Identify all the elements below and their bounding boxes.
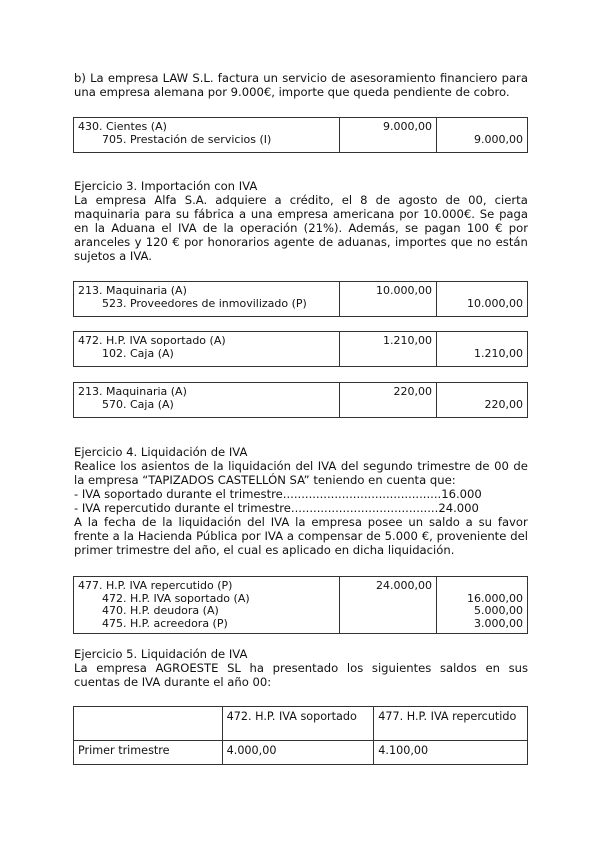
ej3-line-1: La empresa Alfa S.A. adquiere a crédito, el 8 de agosto de 00, cierta	[74, 193, 528, 207]
table-cell-period: Primer trimestre	[74, 741, 223, 765]
entry-2-credit-account: 523. Proveedores de inmovilizado (P)	[102, 296, 307, 310]
ejercicio-4-title: Ejercicio 4. Liquidación de IVA	[74, 445, 248, 459]
entry-4-accounts	[74, 383, 340, 417]
ej5-line-1: La empresa AGROESTE SL ha presentado los siguientes saldos en sus	[74, 661, 528, 675]
section-b-line-1: b) La empresa LAW S.L. factura un servicio de asesoramiento financiero para	[74, 71, 528, 85]
entry-2-debit-amount: 10.000,00	[376, 284, 432, 297]
entry-1-debit-amount: 9.000,00	[383, 120, 432, 133]
entry-5-credit-amount-3: 3.000,00	[474, 616, 523, 630]
entry-5-credit-amount-2: 5.000,00	[474, 604, 523, 617]
entry-4-debit-amount: 220,00	[393, 385, 432, 398]
section-b-text	[74, 71, 528, 99]
ej3-line-5: sujetos a IVA.	[74, 249, 152, 263]
ejercicio-3-title: Ejercicio 3. Importación con IVA	[74, 179, 258, 193]
saldos-iva-table	[73, 706, 528, 765]
entry-5-credit-amount-1: 16.000,00	[467, 591, 523, 605]
journal-entry-2	[73, 281, 528, 317]
entry-4-credit-amount: 220,00	[484, 397, 523, 411]
entry-3-debit-column	[340, 332, 437, 366]
entry-5-debit-column	[340, 577, 437, 633]
ej4-item-repercutido: - IVA repercutido durante el trimestre ........................................ 24.000	[74, 501, 479, 515]
entry-3-credit-column	[437, 332, 527, 366]
entry-4-credit-account: 570. Caja (A)	[102, 397, 174, 411]
table-cell-repercutido: 4.100,00	[374, 741, 528, 765]
entry-3-debit-amount: 1.210,00	[383, 334, 432, 347]
journal-entry-3	[73, 331, 528, 367]
entry-5-credit-account-2: 470. H.P. deudora (A)	[102, 604, 219, 617]
table-header-repercutido: 477. H.P. IVA repercutido	[374, 707, 528, 741]
journal-entry-4	[73, 382, 528, 418]
entry-2-debit-account: 213. Maquinaria (A)	[78, 284, 187, 297]
entry-3-accounts	[74, 332, 340, 366]
entry-2-credit-amount: 10.000,00	[467, 296, 523, 310]
ejercicio-5-title: Ejercicio 5. Liquidación de IVA	[74, 647, 248, 661]
entry-3-debit-account: 472. H.P. IVA soportado (A)	[78, 334, 226, 347]
ej4-after-line-2: frente a la Hacienda Pública por IVA a compensar de 5.000 €, proveniente del	[74, 529, 528, 543]
entry-3-credit-amount: 1.210,00	[474, 346, 523, 360]
entry-5-accounts	[74, 577, 340, 633]
entry-5-credit-account-1: 472. H.P. IVA soportado (A)	[102, 591, 250, 605]
entry-4-debit-column	[340, 383, 437, 417]
entry-5-debit-amount: 24.000,00	[376, 579, 432, 592]
ej4-after-line-3: primer trimestre del año, el cual es aplicado en dicha liquidación.	[74, 543, 455, 557]
ej4-line-1: Realice los asientos de la liquidación del IVA del segundo trimestre de 00 de	[74, 459, 528, 473]
entry-1-credit-amount: 9.000,00	[474, 132, 523, 146]
entry-1-debit-account: 430. Cientes (A)	[78, 120, 167, 133]
section-b-line-2: una empresa alemana por 9.000€, importe que queda pendiente de cobro.	[74, 85, 510, 99]
ej3-line-3: en la Aduana el IVA de la operación (21%). Además, se pagan 100 € por	[74, 221, 528, 235]
table-header-soportado: 472. H.P. IVA soportado	[222, 707, 374, 741]
entry-4-debit-account: 213. Maquinaria (A)	[78, 385, 187, 398]
table-header-row	[74, 707, 528, 741]
ej4-line-2: la empresa “TAPIZADOS CASTELLÓN SA” teniendo en cuenta que:	[74, 473, 456, 487]
ejercicio-4-text	[74, 459, 528, 557]
entry-5-debit-account: 477. H.P. IVA repercutido (P)	[78, 579, 233, 592]
ej5-line-2: cuentas de IVA durante el año 00:	[74, 675, 272, 689]
journal-entry-5	[73, 576, 528, 634]
entry-1-accounts	[74, 118, 340, 152]
table-row	[74, 741, 528, 765]
entry-3-credit-account: 102. Caja (A)	[102, 346, 174, 360]
entry-1-debit-column	[340, 118, 437, 152]
entry-1-credit-account: 705. Prestación de servicios (I)	[102, 132, 272, 146]
entry-2-credit-column	[437, 282, 527, 316]
ejercicio-3-text	[74, 193, 528, 263]
ej4-item-soportado: - IVA soportado durante el trimestre ........................................... 16.000	[74, 487, 482, 501]
entry-2-accounts	[74, 282, 340, 316]
table-cell-soportado: 4.000,00	[222, 741, 374, 765]
ejercicio-5-text	[74, 661, 528, 689]
ej4-after-line-1: A la fecha de la liquidación del IVA la empresa posee un saldo a su favor	[74, 515, 528, 529]
entry-5-credit-column	[437, 577, 527, 633]
entry-4-credit-column	[437, 383, 527, 417]
table-header-empty	[74, 707, 223, 741]
journal-entry-1	[73, 117, 528, 153]
entry-1-credit-column	[437, 118, 527, 152]
ej3-line-2: maquinaria para su fábrica a una empresa americana por 10.000€. Se paga	[74, 207, 528, 221]
entry-5-credit-account-3: 475. H.P. acreedora (P)	[102, 616, 228, 630]
entry-2-debit-column	[340, 282, 437, 316]
ej3-line-4: aranceles y 120 € por honorarios agente de aduanas, importes que no están	[74, 235, 528, 249]
